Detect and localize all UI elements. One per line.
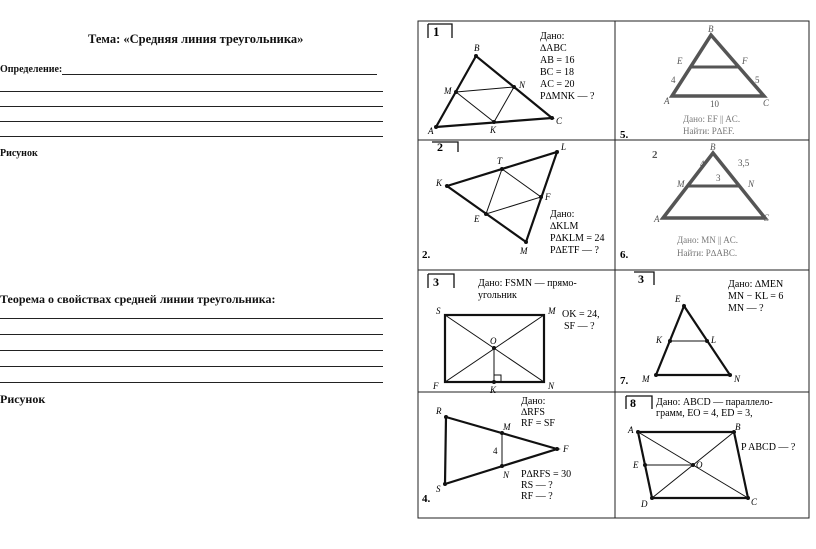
card-number: 2 [652, 149, 658, 161]
given-line: AB = 16 [540, 55, 575, 66]
card-label: 5. [620, 129, 629, 141]
given-line: Дано: ∆MEN [728, 279, 784, 290]
point-label: K [436, 178, 443, 188]
point-label: M [548, 306, 556, 316]
given-line: угольник [478, 290, 517, 301]
task-card-5 [620, 24, 770, 141]
given-line: ∆ABC [540, 43, 567, 54]
given-line: MN — ? [728, 303, 764, 314]
card-label: 6. [620, 249, 629, 261]
point-label: K [490, 125, 497, 135]
given-line: Дано: ABCD — параллело- [656, 397, 773, 408]
point-label: N [519, 80, 526, 90]
triangle-mnk [456, 87, 514, 122]
card-label: 7. [620, 375, 629, 387]
point-label: E [675, 294, 681, 304]
point-label: N [548, 381, 555, 391]
card-number-box [428, 274, 454, 288]
point-label: C [763, 98, 770, 108]
given-line: P∆RFS = 30 [521, 469, 572, 480]
side-value: 3 [716, 173, 721, 183]
point-label: O [696, 460, 703, 470]
point-label: N [734, 374, 741, 384]
worksheet-title: Тема: «Средняя линия треугольника» [88, 32, 304, 46]
given-line: RS — ? [521, 480, 553, 491]
point-label: K [490, 385, 497, 395]
task-card-6 [620, 142, 770, 261]
point-label: F [433, 381, 439, 391]
card-number-box [428, 24, 452, 38]
given-line: Дано: [550, 209, 575, 220]
task-card-3 [428, 274, 600, 395]
given-line: P ABCD — ? [741, 442, 796, 453]
task-card-4 [422, 396, 571, 505]
point-label: L [561, 142, 567, 152]
point-label: E [633, 460, 639, 470]
triangle-abc [436, 56, 552, 127]
figure-label: Рисунок [0, 392, 46, 406]
point-label: B [708, 24, 714, 34]
point-label: A [428, 126, 434, 136]
given-line: MN − KL = 6 [728, 291, 784, 302]
side-value: 3,5 [738, 158, 750, 168]
triangle-etf [486, 169, 541, 214]
given-line: Дано: [521, 396, 546, 407]
card-number-box [432, 142, 458, 152]
task-card-2 [422, 140, 605, 261]
point-label: F [742, 56, 748, 66]
point-label: M [503, 422, 511, 432]
point-label: M [444, 86, 452, 96]
task-card-8 [626, 396, 796, 509]
point-label: T [497, 156, 503, 166]
point-label: E [474, 214, 480, 224]
point-label: A [628, 425, 634, 435]
point-label: M [642, 374, 650, 384]
given-line: ∆KLM [550, 221, 579, 232]
definition-label: Определение: [0, 64, 63, 75]
vertex-dots [434, 54, 554, 129]
given-line: P∆ETF — ? [550, 245, 599, 256]
point-label: F [563, 444, 569, 454]
point-label: M [677, 179, 685, 189]
given-line: Дано: MN || AC. [677, 235, 739, 245]
point-label: K [656, 335, 663, 345]
point-label: C [751, 497, 758, 507]
given-line: Найти: P∆EF. [683, 126, 735, 136]
card-number-box [634, 272, 654, 285]
given-line: Найти: P∆ABC. [677, 248, 738, 258]
card-number: 2 [437, 140, 443, 154]
point-label: A [664, 96, 670, 106]
point-label: R [436, 406, 442, 416]
point-label: F [545, 192, 551, 202]
given-line: OK = 24, [562, 309, 600, 320]
given-line: RF — ? [521, 491, 553, 502]
point-label: O [490, 336, 497, 346]
point-label: B [735, 422, 741, 432]
given-line: BC = 18 [540, 67, 574, 78]
point-label: N [748, 179, 755, 189]
point-label: N [503, 470, 510, 480]
card-label: 4. [422, 493, 431, 505]
card-number: 3 [433, 275, 439, 289]
given-line: AC = 20 [540, 79, 575, 90]
point-label: B [474, 43, 480, 53]
point-label: M [520, 246, 528, 256]
theorem-label: Теорема о свойствах средней линии треугольника: [0, 292, 276, 306]
given-line: грамм, EO = 4, ED = 3, [656, 408, 753, 419]
point-label: L [711, 335, 717, 345]
card-number: 3 [638, 272, 644, 286]
point-label: C [556, 116, 563, 126]
given-line: SF — ? [564, 321, 595, 332]
point-label: B [710, 142, 716, 152]
point-label: E [677, 56, 683, 66]
point-label: D [641, 499, 648, 509]
given-line: P∆MNK — ? [540, 91, 595, 102]
side-value: 4 [671, 75, 676, 85]
side-value: 4 [700, 159, 705, 169]
given-line: Дано: EF || AC. [683, 114, 741, 124]
given-line: Дано: FSMN — прямо- [478, 278, 577, 289]
point-label: S [436, 484, 441, 494]
side-value: 10 [710, 99, 719, 109]
figure-label: Рисунок [0, 148, 38, 159]
point-label: A [654, 214, 660, 224]
point-label: C [763, 213, 770, 223]
card-number: 8 [630, 396, 636, 410]
given-line: RF = SF [521, 418, 555, 429]
point-label: S [436, 306, 441, 316]
task-card-7 [620, 272, 783, 387]
given-line: Дано: [540, 31, 565, 42]
given-line: P∆KLM = 24 [550, 233, 605, 244]
side-value: 5 [755, 75, 760, 85]
given-line: ∆RFS [521, 407, 545, 418]
card-label: 2. [422, 249, 431, 261]
side-value: 4 [493, 446, 498, 456]
task-card-1 [427, 24, 595, 136]
card-number: 1 [433, 24, 440, 39]
